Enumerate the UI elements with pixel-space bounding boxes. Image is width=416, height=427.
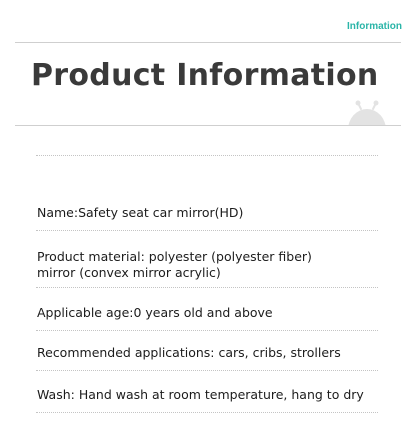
recommended-applications: Recommended applications: cars, cribs, strollers	[37, 345, 341, 360]
section-tag: Information	[347, 21, 402, 32]
applicable-age: Applicable age:0 years old and above	[37, 305, 273, 320]
product-material-line-2: mirror (convex mirror acrylic)	[37, 265, 221, 280]
divider-5	[36, 370, 378, 371]
divider-6	[36, 412, 378, 413]
product-material-line-1: Product material: polyester (polyester fiber)	[37, 249, 312, 264]
top-divider	[15, 42, 401, 43]
divider-3	[36, 287, 378, 288]
wash-instructions: Wash: Hand wash at room temperature, hang to dry	[37, 387, 364, 402]
divider-2	[36, 230, 378, 231]
divider-4	[36, 330, 378, 331]
divider-1	[36, 155, 378, 156]
title-divider	[15, 125, 401, 126]
mascot-icon	[346, 100, 388, 126]
product-name: Name:Safety seat car mirror(HD)	[37, 205, 244, 220]
page-title: Product Information	[31, 58, 379, 93]
